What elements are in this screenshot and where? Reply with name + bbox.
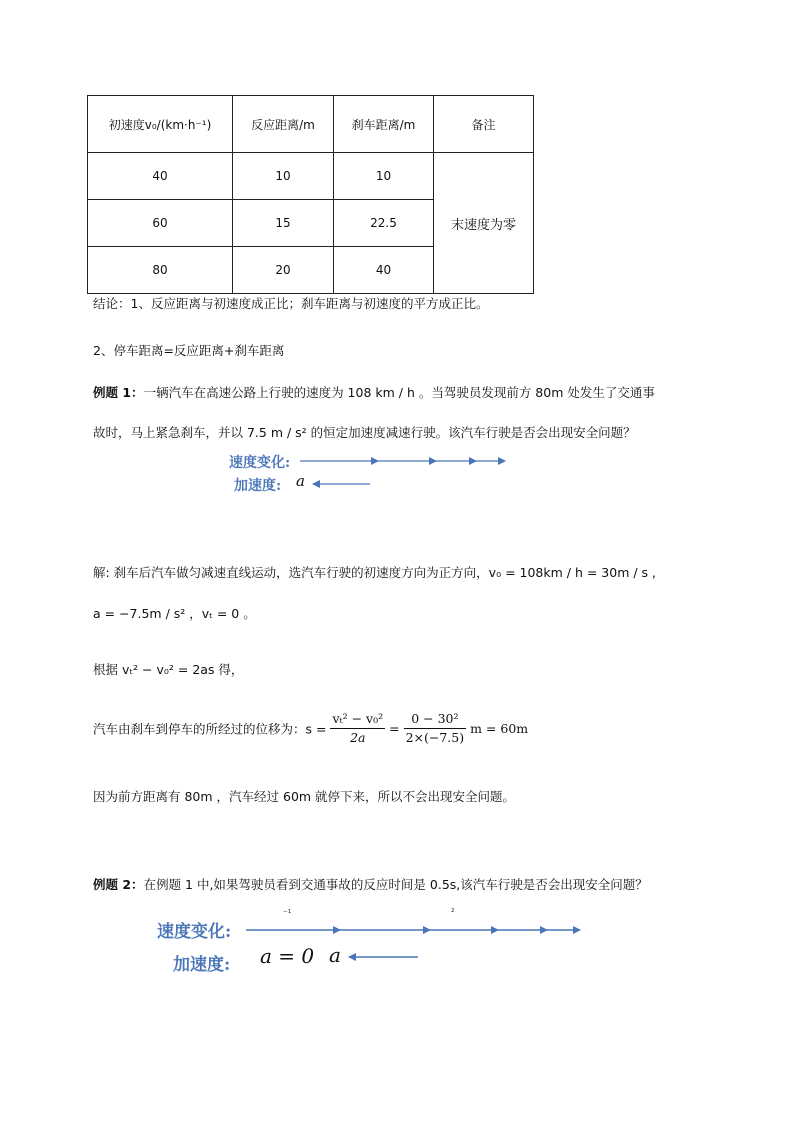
table-cell: 40 [88,153,233,200]
fraction-1 [330,710,385,747]
table-cell: 60 [88,200,233,247]
table-cell: 22.5 [334,200,434,247]
example-1-text1: 一辆汽车在高速公路上行驶的速度为 108 km / h 。当驾驶员发现前方 80m 处发生了交通事 [143,385,655,400]
example-1-line2: 故时，马上紧急刹车，并以 7.5 m / s² 的恒定加速度减速行驶。该汽车行驶是否会出现安全问题？ [93,425,636,440]
acceleration-symbol-2: a [329,943,341,967]
fraction-2-numerator: 0 − 30² [404,710,467,729]
acceleration-label-2: 加速度: [173,955,231,975]
solution-line1: 解: 刹车后汽车做匀减速直线运动，选汽车行驶的初速度方向为正方向，v₀ = 108km / h = 30m / s , [93,565,656,580]
table-cell: 10 [334,153,434,200]
acceleration-label-1: 加速度: [234,478,282,494]
acceleration-zero: a = 0 [260,944,315,968]
conclusion-1: 结论：1、反应距离与初速度成正比；刹车距离与初速度的平方成正比。 [93,296,489,311]
speed-change-label-2: 速度变化: [157,922,232,942]
fraction-1-denominator: 2a [350,730,366,745]
table-cell: 15 [233,200,334,247]
example-2-label: 例题 2： [93,877,144,892]
speed-change-label-1: 速度变化: [229,455,291,471]
displacement-prefix: 汽车由刹车到停车的所经过的位移为：s = [93,721,327,737]
header-reaction-distance: 反应距离/m [233,96,334,153]
solution-line2: a = −7.5m / s² ，vₜ = 0 。 [93,606,256,621]
top-mark-1: ⁻¹ [283,909,292,919]
example-2-line [93,875,648,893]
solution-line4: 汽车由刹车到停车的所经过的位移为：s = $\frac{\text{vₜ² − v₀²}}{2a}$ = $\frac{\text{0 − 30²}}{2\times(-7.5)}$ m = 60m [93,711,529,745]
displacement-suffix: m = 60m [470,721,529,736]
solution-line3: 根据 vₜ² − v₀² = 2as 得， [93,662,244,677]
header-initial-speed: 初速度v₀/(km·h⁻¹) [88,96,233,153]
header-braking-distance: 刹车距离/m [334,96,434,153]
table-cell: 80 [88,247,233,294]
fraction-2 [404,710,467,747]
solution-line5: 因为前方距离有 80m ，汽车经过 60m 就停下来，所以不会出现安全问题。 [93,789,516,804]
acceleration-symbol-1: a [296,472,305,490]
header-remark: 备注 [434,96,534,153]
table-cell: 10 [233,153,334,200]
example-2-text: 在例题 1 中,如果驾驶员看到交通事故的反应时间是 0.5s,该汽车行驶是否会出现安全问题？ [143,877,648,892]
fraction-2-denominator: 2×(−7.5) [405,730,465,745]
fraction-1-numerator: vₜ² − v₀² [330,710,385,729]
conclusion-2: 2、停车距离=反应距离+刹车距离 [93,343,285,358]
example-1-label: 例题 1： [93,385,144,400]
table-cell: 20 [233,247,334,294]
table-cell: 40 [334,247,434,294]
top-mark-2: ² [451,908,455,918]
remark-cell: 末速度为零 [434,153,534,294]
